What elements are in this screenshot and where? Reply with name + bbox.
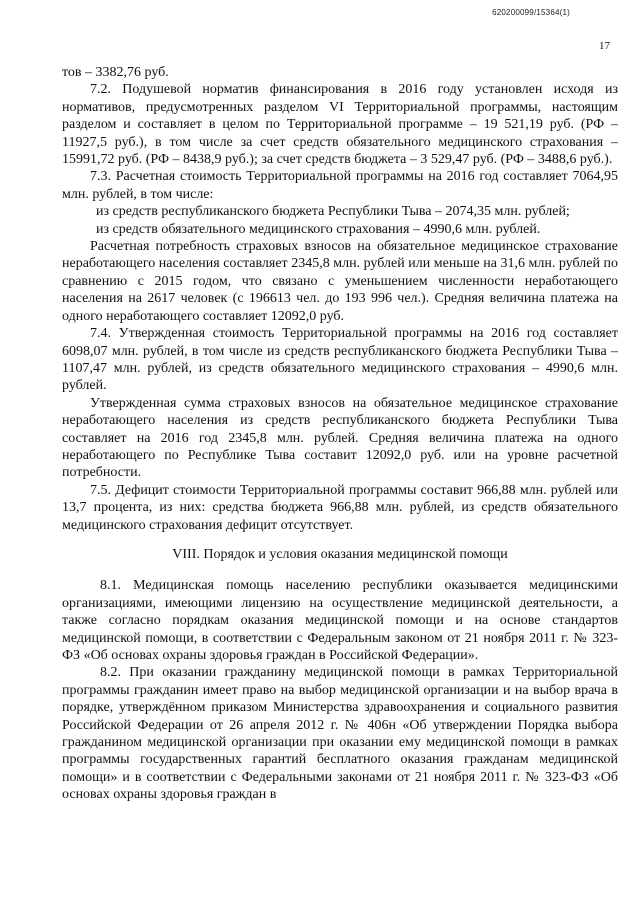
paragraph-8-2: 8.2. При оказании гражданину медицинской помощи в рамках Территориальной программы гражданин имеет право на выбор медицинской организации и на выбор врача в порядке, утверждённом приказом Министерства здравоохранения и социального развития Российской Федерации от 26 апреля 2012 г. № 406н «Об утверждении Порядка выбора гражданином медицинской организации при оказании ему медицинской помощи в рамках программы государственных гарантий бесплатного оказания гражданам медицинской помощи» и в соответствии с Федеральными законами от 21 ноября 2011 г. № 323-ФЗ «Об основах охраны здоровья граждан в: [62, 665, 618, 803]
paragraph-7-5: 7.5. Дефицит стоимости Территориальной программы составит 966,88 млн. рублей или 13,7 процента, из них: средства бюджета 966,88 млн. рублей, из средств обязательного медицинского страхования дефицит отсутствует.: [62, 482, 618, 533]
paragraph-7-3: 7.3. Расчетная стоимость Территориальной программы на 2016 год составляет 7064,95 млн. рублей, в том числе:: [62, 169, 618, 202]
page-number: 17: [599, 40, 610, 52]
paragraph-8-1: 8.1. Медицинская помощь населению республики оказывается медицинскими организациями, имеющими лицензию на осуществление медицинской деятельности, а также согласно порядкам оказания медицинской помощи и на основе стандартов медицинской помощи, в соответствии с Федеральным законом от 21 ноября 2011 г. № 323-ФЗ «Об основах охраны здоровья граждан в Российской Федерации».: [62, 578, 618, 663]
paragraph-7-2: 7.2. Подушевой норматив финансирования в 2016 году установлен исходя из нормативов, предусмотренных разделом VI Территориальной программы, настоящим разделом и составляет в целом по Территориальной программе – 19 521,19 руб. (РФ – 11927,5 руб.), в том числе за счет средств обязательного медицинского страхования – 15991,72 руб. (РФ – 8438,9 руб.); за счет средств бюджета – 3 529,47 руб. (РФ – 3488,6 руб.).: [62, 82, 618, 168]
paragraph-insurance-need: Расчетная потребность страховых взносов на обязательное медицинское страхование неработающего населения составляет 2345,8 млн. рублей или меньше на 31,6 млн. рублей по сравнению с 2015 годом, что связано с уменьшением численности неработающего населения на 2617 человек (с 196613 чел. до 193 996 чел.). Средняя величина платежа на одного неработающего составляет 12092,0 руб.: [62, 239, 618, 324]
paragraph-7-4: 7.4. Утвержденная стоимость Территориальной программы на 2016 год составляет 6098,07 млн. рублей, в том числе из средств республиканского бюджета Республики Тыва – 1107,47 млн. рублей, из средств обязательного медицинского страхования – 4990,6 млн. рублей.: [62, 326, 618, 394]
section-heading-viii: VIII. Порядок и условия оказания медицинской помощи: [172, 546, 508, 562]
paragraph-7-3-budget: из средств республиканского бюджета Республики Тыва – 2074,35 млн. рублей;: [96, 204, 570, 220]
document-code: 620200099/15364(1): [492, 8, 570, 17]
document-body: [62, 64, 618, 804]
paragraph-continuation: тов – 3382,76 руб.: [62, 65, 169, 80]
paragraph-approved-insurance: Утвержденная сумма страховых взносов на обязательное медицинское страхование неработающего населения из средств республиканского бюджета Республики Тыва составляет на 2016 год 2345,8 млн. рублей. Средняя величина платежа на одного неработающего по Республике Тыва составит 12092,0 руб. или на уровне расчетной потребности.: [62, 395, 618, 481]
paragraph-7-3-oms: из средств обязательного медицинского страхования – 4990,6 млн. рублей.: [96, 221, 541, 237]
